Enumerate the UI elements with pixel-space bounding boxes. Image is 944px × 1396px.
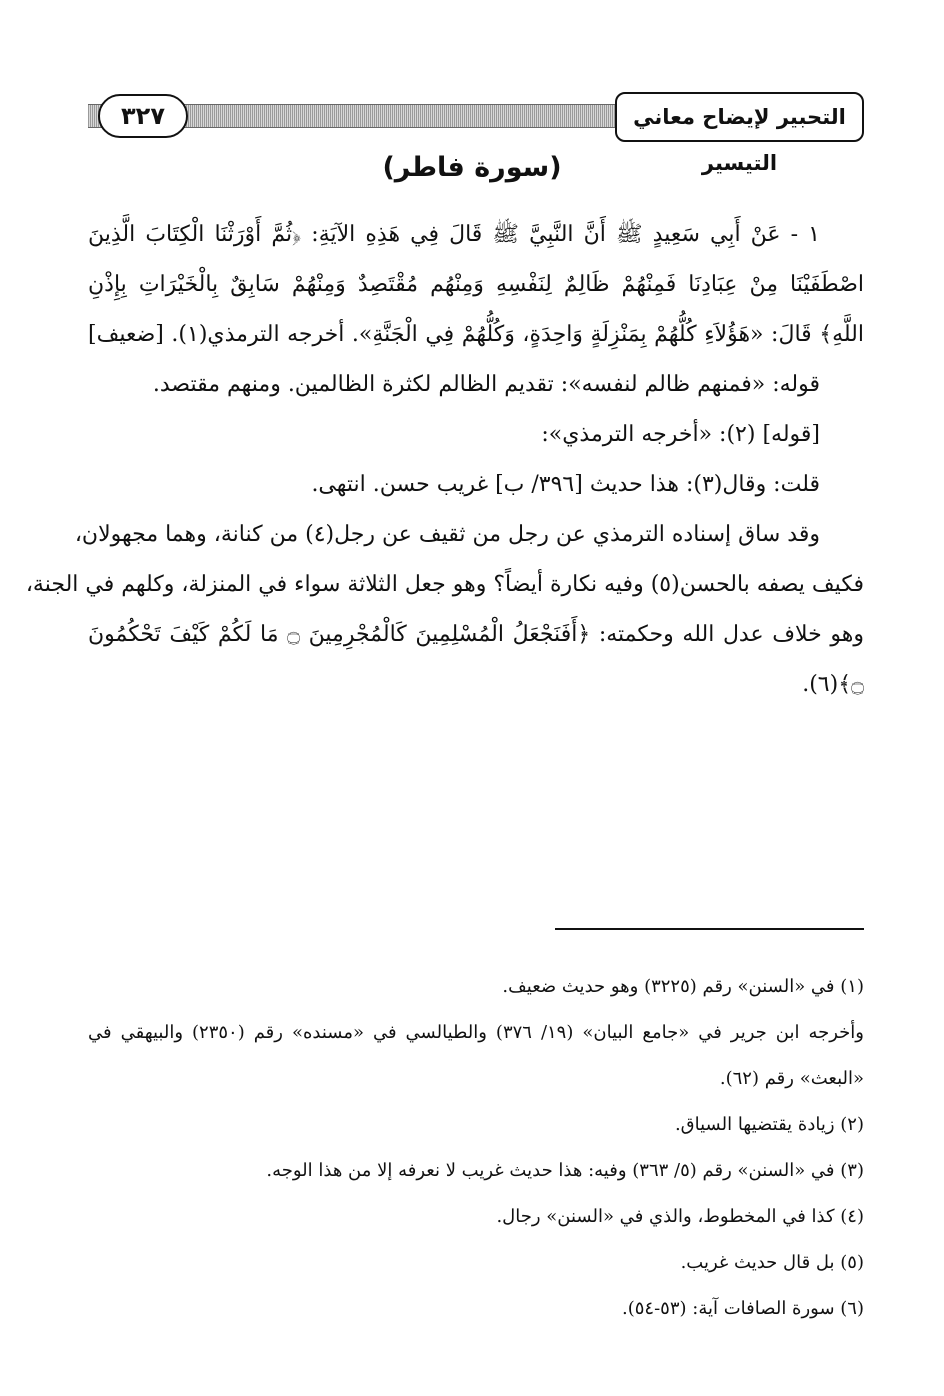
text-line: وهو خلاف عدل الله وحكمته: ﴿أَفَنَجْعَلُ الْمُسْلِمِينَ كَالْمُجْرِمِينَ ۝ مَا لَكُمْ كَيْفَ تَحْكُمُونَ <box>88 622 864 647</box>
text-line: ١ - عَنْ أَبِي سَعِيدٍ ﷺ أَنَّ النَّبِيَّ ﷺ قَالَ فِي هَذِهِ الآيَةِ: ﴿ثُمَّ أَوْرَثْنَا الْكِتَابَ الَّذِينَ <box>88 222 820 247</box>
text-line: قوله: «فمنهم ظالم لنفسه»: تقديم الظالم لكثرة الظالمين. ومنهم مقتصد. <box>152 372 820 397</box>
footnote: (٥) بل قال حديث غريب. <box>680 1252 864 1273</box>
book-title: التحبير لإيضاح معاني التيسير <box>615 92 864 142</box>
footnote: (٤) كذا في المخطوط، والذي في «السنن» رجال. <box>496 1206 864 1227</box>
footnote: (٦) سورة الصافات آية: (٥٣-٥٤). <box>621 1298 864 1319</box>
footnote: «البعث» رقم (٦٢). <box>719 1068 864 1089</box>
footnote: وأخرجه ابن جرير في «جامع البيان» (١٩/ ٣٧٦) والطيالسي في «مسنده» رقم (٢٣٥٠) والبيهقي في <box>88 1022 864 1043</box>
text-line: ۝﴾(٦). <box>802 672 864 697</box>
page-number: ٣٢٧ <box>98 94 188 138</box>
text-line: فكيف يصفه بالحسن(٥) وفيه نكارة أيضاً؟ وهو جعل الثلاثة سواء في المنزلة، وكلهم في الجنة، <box>25 572 864 597</box>
footnote-separator <box>555 928 864 930</box>
footnote: (٣) في «السنن» رقم (٥/ ٣٦٣) وفيه: هذا حديث غريب لا نعرفه إلا من هذا الوجه. <box>266 1160 864 1181</box>
text-line: اللَّهِ﴾ قَالَ: «هَؤُلاَءِ كُلُّهُمْ بِمَنْزِلَةٍ وَاحِدَةٍ، وَكُلُّهُمْ فِي الْجَنَّةِ». أخرجه الترمذي(١). [ضعيف] <box>88 322 864 347</box>
footnote: (٢) زيادة يقتضيها السياق. <box>674 1114 864 1135</box>
text-line: قلت: وقال(٣): هذا حديث [٣٩٦/ ب] غريب حسن. انتهى. <box>311 472 820 497</box>
footnote: (١) في «السنن» رقم (٣٢٢٥) وهو حديث ضعيف. <box>502 976 864 997</box>
text-line: وقد ساق إسناده الترمذي عن رجل من ثقيف عن رجل(٤) من كنانة، وهما مجهولان، <box>74 522 820 547</box>
footnotes <box>88 964 864 1332</box>
text-line: اصْطَفَيْنَا مِنْ عِبَادِنَا فَمِنْهُمْ ظَالِمٌ لِنَفْسِهِ وَمِنْهُم مُقْتَصِدٌ وَمِنْهُمْ سَابِقٌ بِالْخَيْرَاتِ بِإِذْنِ <box>88 272 864 297</box>
surah-title: (سورة فاطر) <box>382 152 562 183</box>
text-line: [قوله] (٢): «أخرجه الترمذي»: <box>541 422 820 447</box>
main-text <box>25 210 864 710</box>
